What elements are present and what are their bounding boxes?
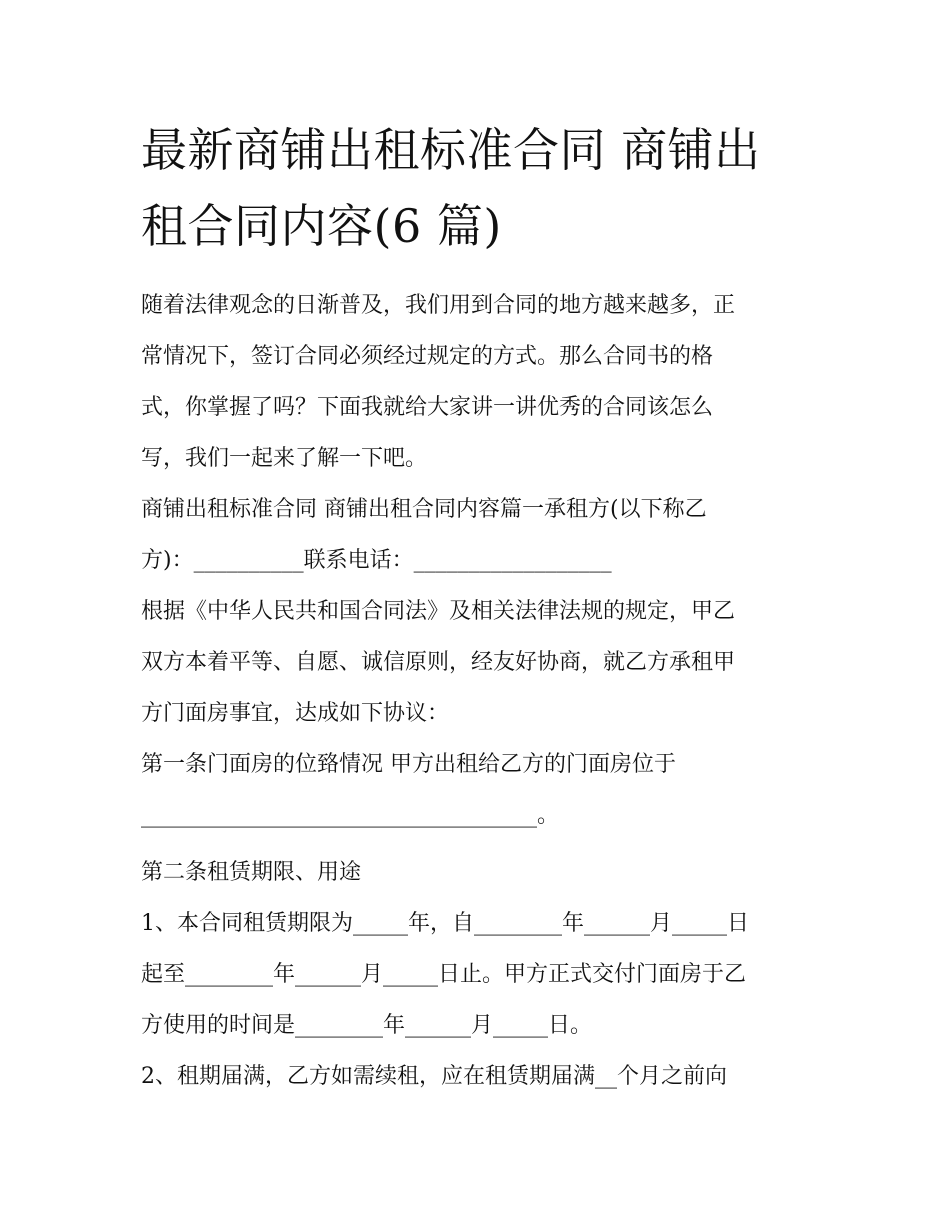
document-body [141,280,821,1102]
paragraph-line: 方使用的时间是________年______月_____日。 [141,1013,593,1038]
paragraph-line: ____________________________________。 [141,803,560,828]
paragraph-line: 常情况下，签订合同必须经过规定的方式。那么合同书的格 [141,344,714,369]
paragraph-line: 商铺出租标准合同 商铺出租合同内容篇一承租方(以下称乙 [141,497,707,522]
paragraph-line: 随着法律观念的日渐普及，我们用到合同的地方越来越多，正 [141,293,736,318]
title-line: 租合同内容(6 篇) [141,199,502,253]
paragraph-line: 起至________年______月_____日止。甲方正式交付门面房于乙 [141,962,747,987]
paragraph-line: 2、租期届满，乙方如需续租，应在租赁期届满__个月之前向 [141,1064,727,1089]
paragraph-line: 双方本着平等、自愿、诚信原则，经友好协商，就乙方承租甲 [141,650,736,675]
paragraph-line: 方)：__________联系电话：__________________ [141,548,612,573]
paragraph-line: 式，你掌握了吗？下面我就给大家讲一讲优秀的合同该怎么 [141,395,714,420]
paragraph-line: 根据《中华人民共和国合同法》及相关法律法规的规定，甲乙 [141,599,736,624]
paragraph-line: 方门面房事宜，达成如下协议： [141,701,450,726]
title-line: 最新商铺出租标准合同 商铺出 [141,123,761,177]
paragraph-line: 第一条门面房的位臵情况 甲方出租给乙方的门面房位于 [141,752,676,777]
document-title [141,112,821,264]
paragraph-line: 写，我们一起来了解一下吧。 [141,446,428,471]
paragraph-line: 1、本合同租赁期限为_____年，自________年______月_____日 [141,911,749,936]
section-heading: 第二条租赁期限、用途 [141,860,362,885]
